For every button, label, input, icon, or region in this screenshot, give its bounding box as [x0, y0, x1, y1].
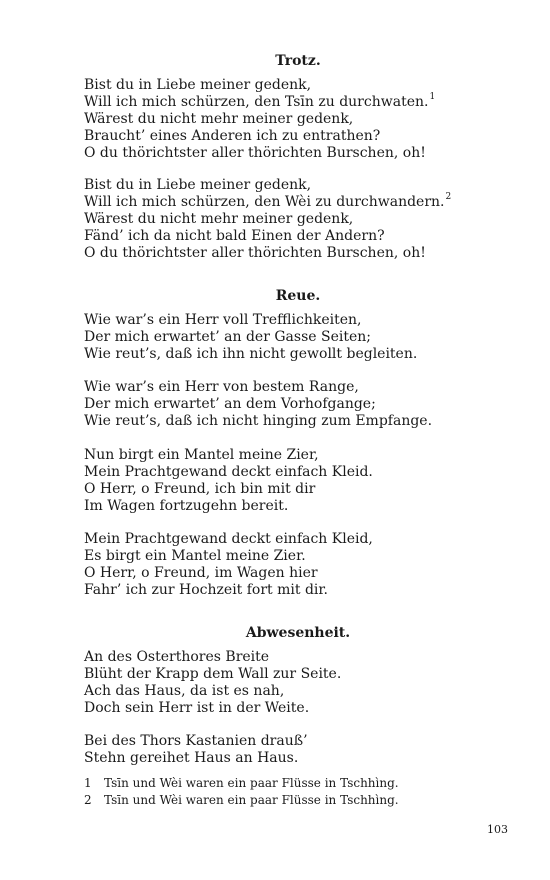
poem-title: Reue.: [275, 288, 321, 304]
stanza: [84, 312, 524, 363]
verse-line: Wie war’s ein Herr voll Trefflichkeiten,: [84, 312, 362, 328]
verse-line: Mein Prachtgewand deckt einfach Kleid,: [84, 531, 373, 547]
verse-line: O Herr, o Freund, im Wagen hier: [84, 565, 318, 581]
footnote: [84, 775, 524, 792]
poem-title: Trotz.: [275, 53, 321, 69]
verse-line: Wie war’s ein Herr von bestem Range,: [84, 379, 359, 395]
stanza: [84, 379, 524, 430]
verse-line: Will ich mich schürzen, den Wèi zu durchwandern.$^2$: [84, 192, 452, 210]
verse-line: Mein Prachtgewand deckt einfach Kleid.: [84, 464, 373, 480]
verse-line: Wärest du nicht mehr meiner gedenk,: [84, 111, 354, 127]
stanza: [84, 447, 524, 515]
verse-line: Nun birgt ein Mantel meine Zier,: [84, 447, 319, 463]
stanza: [84, 77, 524, 162]
verse-line: O du thörichtster aller thörichten Burschen, oh!: [84, 245, 426, 261]
verse-line: Wie reut’s, daß ich nicht hinging zum Empfange.: [84, 413, 433, 429]
footnote-number: 1: [84, 776, 92, 790]
verse-line: Doch sein Herr ist in der Weite.: [84, 700, 310, 716]
footnote-marker: 2: [445, 192, 452, 203]
footnote-text: Tsīn und Wèi waren ein paar Flüsse in Tschhìng.: [104, 793, 399, 807]
footnotes: [84, 775, 524, 809]
page-number: 103: [487, 823, 508, 836]
verse-line: Braucht’ eines Anderen ich zu entrathen?: [84, 128, 381, 144]
verse-line: Wärest du nicht mehr meiner gedenk,: [84, 211, 354, 227]
stanza: [84, 649, 524, 717]
verse-line: Will ich mich schürzen, den Tsīn zu durchwaten.$^1$: [84, 92, 436, 110]
verse-line: Bist du in Liebe meiner gedenk,: [84, 77, 312, 93]
poem-title: Abwesenheit.: [245, 625, 351, 641]
footnote: [84, 792, 524, 809]
verse-line: Ach das Haus, da ist es nah,: [84, 683, 285, 699]
verse-line: Der mich erwartet’ an der Gasse Seiten;: [84, 329, 371, 345]
verse-line: O du thörichtster aller thörichten Burschen, oh!: [84, 145, 426, 161]
footnote-number: 2: [84, 793, 92, 807]
stanza: [84, 733, 524, 767]
verse-line: Der mich erwartet’ an dem Vorhofgange;: [84, 396, 376, 412]
verse-line: Es birgt ein Mantel meine Zier.: [84, 548, 306, 564]
stanza: [84, 177, 524, 262]
verse-line: Fänd’ ich da nicht bald Einen der Andern?: [84, 228, 385, 244]
verse-line: Bei des Thors Kastanien drauß’: [84, 733, 308, 749]
verse-line: Stehn gereihet Haus an Haus.: [84, 750, 299, 766]
verse-line: O Herr, o Freund, ich bin mit dir: [84, 481, 316, 497]
footnote-marker: 1: [429, 92, 436, 103]
verse-line: Im Wagen fortzugehn bereit.: [84, 498, 289, 514]
verse-line: Wie reut’s, daß ich ihn nicht gewollt begleiten.: [84, 346, 418, 362]
verse-line: Bist du in Liebe meiner gedenk,: [84, 177, 312, 193]
verse-line: Blüht der Krapp dem Wall zur Seite.: [84, 666, 342, 682]
footnote-text: Tsīn und Wèi waren ein paar Flüsse in Tschhìng.: [104, 776, 399, 790]
verse-line: Fahr’ ich zur Hochzeit fort mit dir.: [84, 582, 329, 598]
verse-line: An des Osterthores Breite: [84, 649, 270, 665]
stanza: [84, 531, 524, 599]
